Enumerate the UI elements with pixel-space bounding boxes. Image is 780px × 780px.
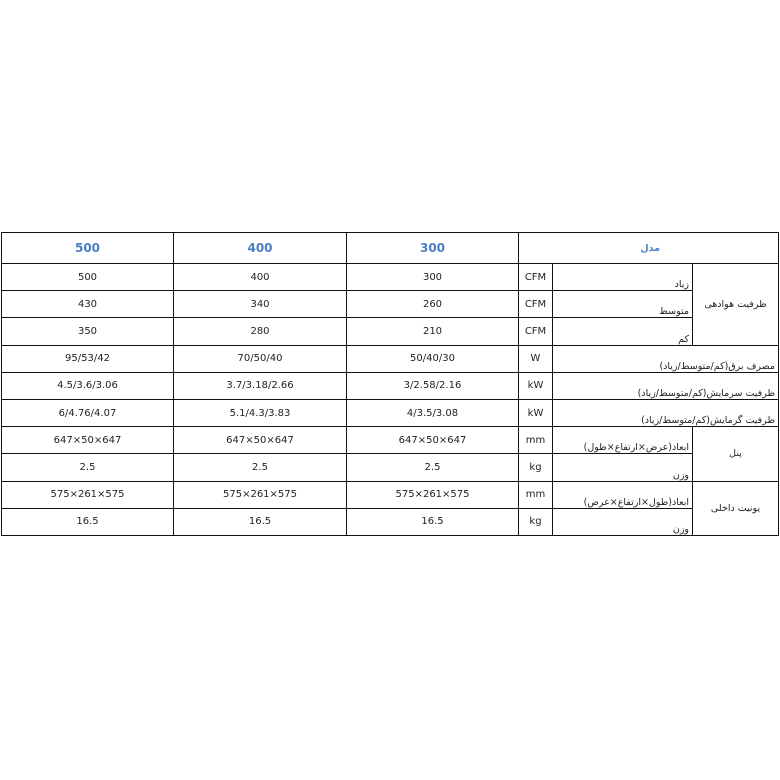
cell-500: 95/53/42 xyxy=(2,345,174,372)
cell-300: 4/3.5/3.08 xyxy=(347,399,519,426)
table-row xyxy=(2,481,779,508)
model-500-header: 500 xyxy=(2,233,174,264)
cell-400: 3.7/3.18/2.66 xyxy=(174,372,347,399)
table-row xyxy=(2,291,779,318)
cell-400: 16.5 xyxy=(174,508,347,535)
cell-300: 16.5 xyxy=(347,508,519,535)
unit-cell: CFM xyxy=(519,264,553,291)
group-indoor-unit: یونیت داخلی xyxy=(693,481,779,535)
table-row xyxy=(2,372,779,399)
group-panel: پنل xyxy=(693,427,779,481)
unit-cell: CFM xyxy=(519,291,553,318)
header-row xyxy=(2,233,779,264)
cell-400: 400 xyxy=(174,264,347,291)
cell-400: 280 xyxy=(174,318,347,345)
unit-cell: kW xyxy=(519,399,553,426)
cell-500: 647×50×647 xyxy=(2,427,174,454)
attribute-cell: زیاد xyxy=(553,264,693,291)
cell-300: 3/2.58/2.16 xyxy=(347,372,519,399)
cell-400: 647×50×647 xyxy=(174,427,347,454)
cell-300: 210 xyxy=(347,318,519,345)
unit-cell: mm xyxy=(519,427,553,454)
cell-300: 300 xyxy=(347,264,519,291)
model-label: مدل xyxy=(519,233,779,264)
table-row xyxy=(2,454,779,481)
cell-500: 350 xyxy=(2,318,174,345)
attribute-cell: وزن xyxy=(553,454,693,481)
table-row xyxy=(2,318,779,345)
cell-500: 4.5/3.6/3.06 xyxy=(2,372,174,399)
attribute-cell: کم xyxy=(553,318,693,345)
cell-500: 430 xyxy=(2,291,174,318)
model-400-header: 400 xyxy=(174,233,347,264)
spec-table xyxy=(1,232,779,536)
cell-300: 50/40/30 xyxy=(347,345,519,372)
unit-cell: mm xyxy=(519,481,553,508)
cell-400: 340 xyxy=(174,291,347,318)
cell-500: 500 xyxy=(2,264,174,291)
cell-400: 70/50/40 xyxy=(174,345,347,372)
cell-300: 260 xyxy=(347,291,519,318)
cell-500: 2.5 xyxy=(2,454,174,481)
cell-500: 16.5 xyxy=(2,508,174,535)
table-row xyxy=(2,427,779,454)
attribute-cell: متوسط xyxy=(553,291,693,318)
table-row xyxy=(2,508,779,535)
unit-cell: kg xyxy=(519,454,553,481)
attribute-cell: وزن xyxy=(553,508,693,535)
attribute-cell: مصرف برق(کم/متوسط/زیاد) xyxy=(553,345,779,372)
unit-cell: CFM xyxy=(519,318,553,345)
model-300-header: 300 xyxy=(347,233,519,264)
cell-400: 2.5 xyxy=(174,454,347,481)
unit-cell: kg xyxy=(519,508,553,535)
cell-300: 575×261×575 xyxy=(347,481,519,508)
table-row xyxy=(2,345,779,372)
cell-500: 6/4.76/4.07 xyxy=(2,399,174,426)
cell-400: 5.1/4.3/3.83 xyxy=(174,399,347,426)
group-airflow: ظرفیت هوادهی xyxy=(693,264,779,346)
cell-400: 575×261×575 xyxy=(174,481,347,508)
attribute-cell: ظرفیت سرمایش(کم/متوسط/زیاد) xyxy=(553,372,779,399)
attribute-cell: ابعاد(طول×ارتفاع×عرض) xyxy=(553,481,693,508)
table-row xyxy=(2,399,779,426)
unit-cell: kW xyxy=(519,372,553,399)
attribute-cell: ظرفیت گرمایش(کم/متوسط/زیاد) xyxy=(553,399,779,426)
cell-300: 2.5 xyxy=(347,454,519,481)
table-row xyxy=(2,264,779,291)
attribute-cell: ابعاد(عرض×ارتفاع×طول) xyxy=(553,427,693,454)
cell-300: 647×50×647 xyxy=(347,427,519,454)
cell-500: 575×261×575 xyxy=(2,481,174,508)
unit-cell: W xyxy=(519,345,553,372)
